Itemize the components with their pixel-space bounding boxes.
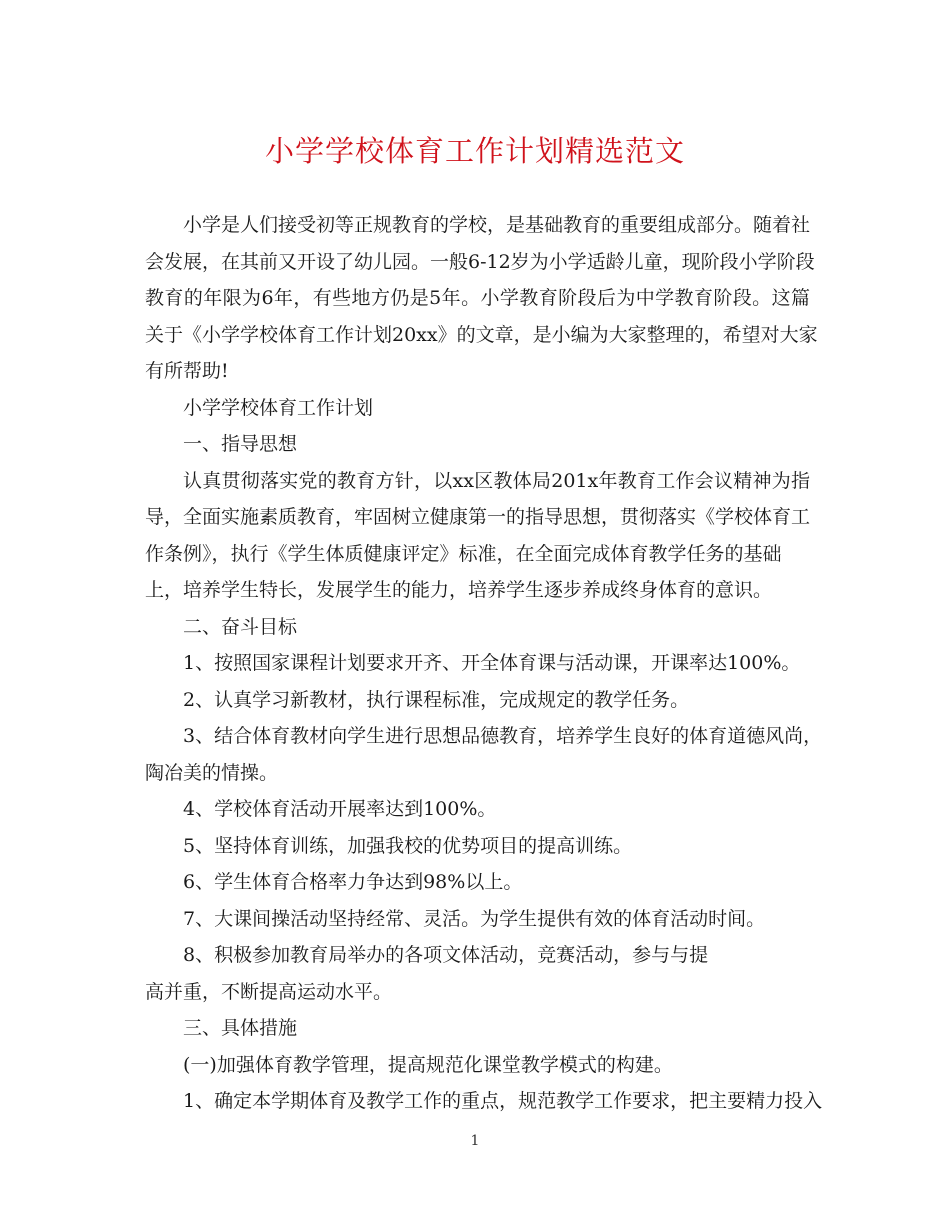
text-line: 4、学校体育活动开展率达到100%。	[183, 798, 497, 820]
text-line: 有所帮助!	[145, 360, 229, 382]
text-line: 小学学校体育工作计划	[183, 396, 374, 419]
page-number: 1	[470, 1133, 480, 1149]
text-line: 导，全面实施素质教育，牢固树立健康第一的指导思想，贯彻落实《学校体育工	[145, 506, 811, 528]
text-line: 一、指导思想	[183, 433, 298, 455]
text-line: 小学是人们接受初等正规教育的学校，是基础教育的重要组成部分。随着社	[183, 214, 811, 236]
text-line: 1、确定本学期体育及教学工作的重点，规范教学工作要求，把主要精力投入	[183, 1090, 823, 1112]
text-line: 8、积极参加教育局举办的各项文体活动，竞赛活动，参与与提	[183, 944, 709, 966]
text-line: 三、具体措施	[183, 1017, 298, 1039]
text-line: 2、认真学习新教材，执行课程标准，完成规定的教学任务。	[183, 688, 690, 711]
text-line: 高并重，不断提高运动水平。	[145, 980, 393, 1003]
text-line: 上，培养学生特长，发展学生的能力，培养学生逐步养成终身体育的意识。	[145, 579, 773, 601]
text-line: 会发展，在其前又开设了幼儿园。一般6-12岁为小学适龄儿童，现阶段小学阶段	[145, 250, 815, 273]
text-line: 1、按照国家课程计划要求开齐、开全体育课与活动课，开课率达100%。	[183, 652, 801, 674]
text-line: 陶冶美的情操。	[145, 761, 279, 784]
text-line: 3、结合体育教材向学生进行思想品德教育，培养学生良好的体育道德风尚，	[183, 725, 823, 747]
text-line: 教育的年限为6年，有些地方仍是5年。小学教育阶段后为中学教育阶段。这篇	[145, 287, 810, 309]
text-line: 6、学生体育合格率力争达到98%以上。	[183, 871, 523, 893]
text-line: 认真贯彻落实党的教育方针，以xx区教体局201x年教育工作会议精神为指	[183, 469, 810, 492]
text-line: 作条例》，执行《学生体质健康评定》标准，在全面完成体育教学任务的基础	[145, 542, 782, 565]
text-line: (一)加强体育教学管理，提高规范化课堂教学模式的构建。	[183, 1053, 673, 1076]
text-line: 二、奋斗目标	[183, 615, 298, 638]
text-line: 5、坚持体育训练，加强我校的优势项目的提高训练。	[183, 834, 633, 857]
document-title: 小学学校体育工作计划精选范文	[264, 134, 685, 168]
document-body	[145, 207, 823, 1120]
text-line: 关于《小学学校体育工作计划20xx》的文章，是小编为大家整理的，希望对大家	[145, 323, 818, 346]
text-line: 7、大课间操活动坚持经常、灵活。为学生提供有效的体育活动时间。	[183, 907, 766, 930]
